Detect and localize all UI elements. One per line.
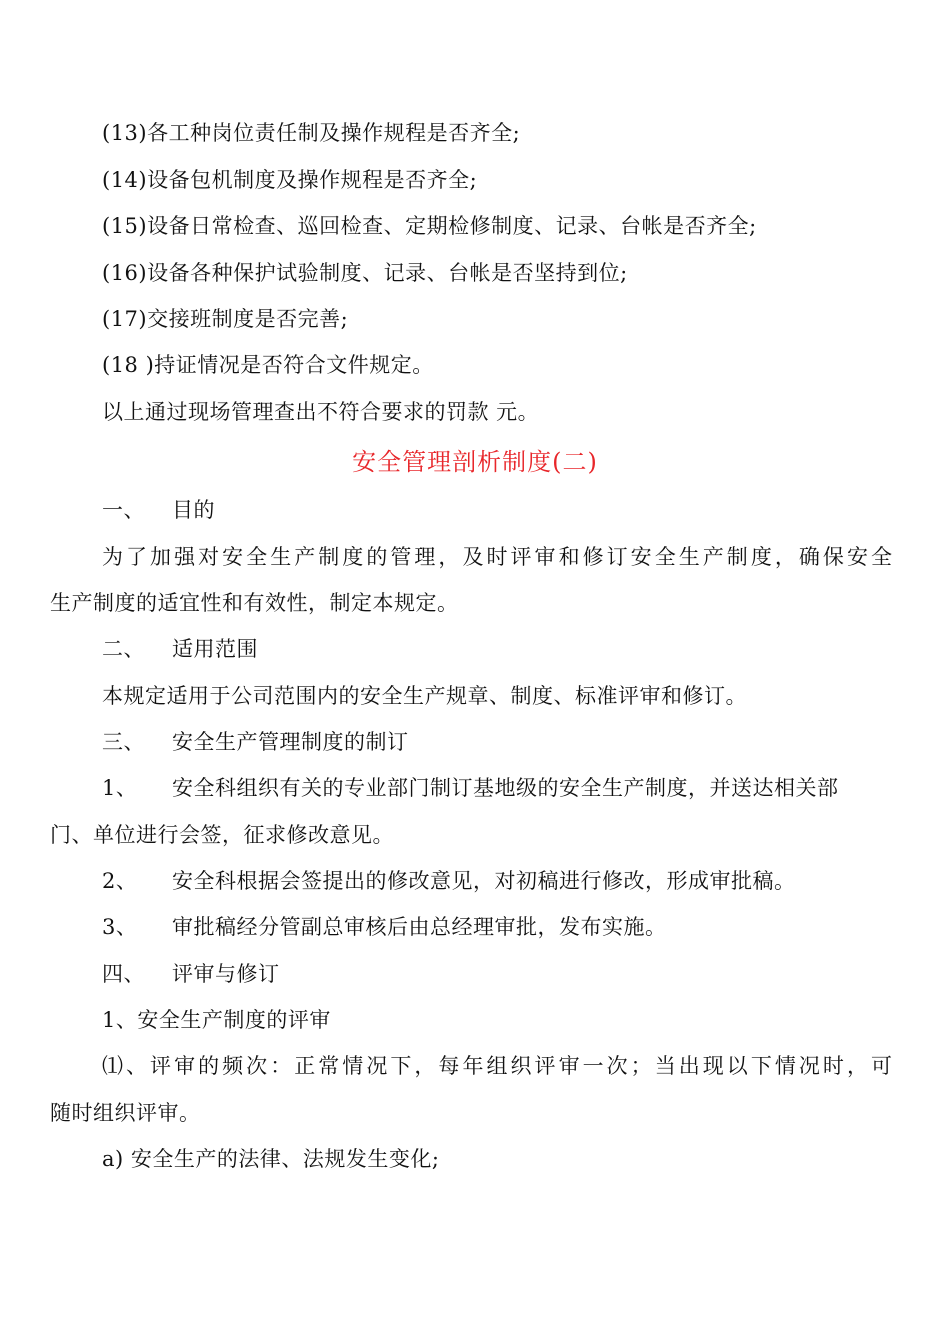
heading-review: [102, 959, 280, 989]
heading-number: 四、: [102, 962, 145, 986]
heading-formulation: [102, 727, 409, 757]
item-text: 安全科组织有关的专业部门制订基地级的安全生产制度，并送达相关部: [172, 776, 839, 800]
item-text: 审批稿经分管副总审核后由总经理审批，发布实施。: [172, 915, 667, 939]
heading-text: 评审与修订: [172, 962, 280, 986]
list-item: [102, 773, 892, 803]
section-title: 安全管理剖析制度(二): [352, 448, 598, 476]
item-15: (15)设备日常检查、巡回检查、定期检修制度、记录、台帐是否齐全;: [102, 214, 757, 238]
item-number: 3、: [102, 915, 138, 939]
heading-text: 适用范围: [172, 637, 258, 661]
heading-number: 一、: [102, 498, 145, 522]
subheading: 1、安全生产制度的评审: [102, 1008, 331, 1032]
paragraph-line: 为了加强对安全生产制度的管理，及时评审和修订安全生产制度，确保安全: [102, 545, 892, 569]
paragraph-line: 门、单位进行会签，征求修改意见。: [50, 823, 394, 847]
item-text: 安全科根据会签提出的修改意见，对初稿进行修改，形成审批稿。: [172, 869, 796, 893]
item-16: (16)设备各种保护试验制度、记录、台帐是否坚持到位;: [102, 261, 628, 285]
list-item: [102, 866, 796, 896]
fine-statement: 以上通过现场管理查出不符合要求的罚款 元。: [102, 400, 540, 424]
item-14: (14)设备包机制度及操作规程是否齐全;: [102, 168, 478, 192]
paragraph-line: 随时组织评审。: [50, 1101, 201, 1125]
paragraph-line: 本规定适用于公司范围内的安全生产规章、制度、标准评审和修订。: [102, 684, 747, 708]
item-number: 2、: [102, 869, 138, 893]
heading-purpose: [102, 495, 215, 525]
heading-scope: [102, 634, 258, 664]
list-item: [102, 912, 667, 942]
heading-text: 目的: [172, 498, 215, 522]
list-item: a) 安全生产的法律、法规发生变化;: [102, 1147, 440, 1171]
item-number: 1、: [102, 776, 138, 800]
item-17: (17)交接班制度是否完善;: [102, 307, 349, 331]
paragraph-line: 生产制度的适宜性和有效性，制定本规定。: [50, 591, 459, 615]
paragraph-line: ⑴、评审的频次：正常情况下，每年组织评审一次；当出现以下情况时，可: [102, 1054, 892, 1078]
heading-number: 二、: [102, 637, 145, 661]
item-13: (13)各工种岗位责任制及操作规程是否齐全;: [102, 121, 521, 145]
heading-number: 三、: [102, 730, 145, 754]
item-18: (18 )持证情况是否符合文件规定。: [102, 353, 434, 377]
heading-text: 安全生产管理制度的制订: [172, 730, 409, 754]
